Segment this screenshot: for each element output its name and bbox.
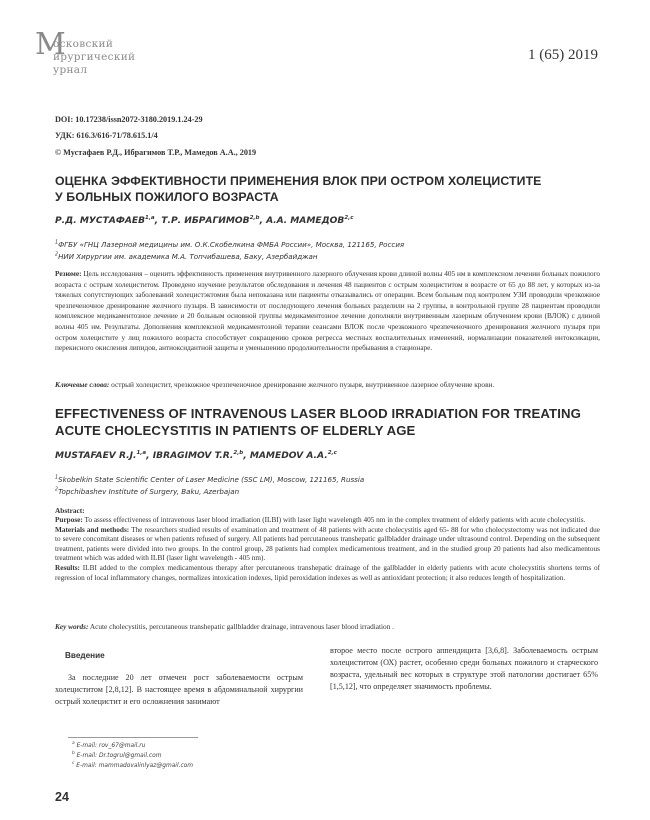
- author-ru-2-sup: 2,b: [249, 215, 260, 221]
- author-en-1: MUSTAFAEV R.J.: [55, 451, 137, 462]
- footnote-email-c: [72, 761, 193, 769]
- author-en-3-sup: 2,c: [327, 450, 337, 456]
- purpose-label: Purpose:: [55, 516, 83, 524]
- footnote-text-a: E-mail: rov_67@mail.ru: [74, 742, 146, 749]
- keywords-en-text: Acute cholecystitis, percutaneous transhepatic gallbladder drainage, intravenous laser blood irradiation .: [88, 622, 395, 631]
- author-en-1-sup: 1,a: [136, 450, 147, 456]
- affiliation-en-2-text: Topchibashev Institute of Surgery, Baku, Azerbajan: [58, 487, 240, 496]
- affiliation-ru-2-text: НИИ Хирургии им. академика М.А. Топчибашева, Баку, Азербайджан: [58, 252, 318, 261]
- intro-paragraph-right: второе место после острого аппендицита [3,6,8]. Заболеваемость острым холециститом (ОХ) растет, особенно среди больных пожилого и старческого возраста, удельный вес которых в структуре этой патологии достигает 65% [1,5,12], что определяет значимость проблемы.: [330, 646, 598, 691]
- title-ru-line-1: ОЦЕНКА ЭФФЕКТИВНОСТИ ПРИМЕНЕНИЯ ВЛОК ПРИ ОСТРОМ ХОЛЕЦИСТИТЕ: [55, 174, 542, 188]
- footnote-mark-b: b: [72, 751, 75, 756]
- footnote-mark-c: c: [72, 761, 75, 766]
- logo-line-1: осковский: [53, 38, 114, 50]
- authors-en: MUSTAFAEV R.J.$^{1,a}$, IBRAGIMOV T.R.$^{2,b}$, MAMEDOV A.A.$^{2,c}$: [55, 450, 337, 462]
- affiliation-en-2: $^2$Topchibashev Institute of Surgery, Baku, Azerbajan: [55, 487, 240, 496]
- methods-label: Materials and methods:: [55, 525, 130, 534]
- purpose-text: To assess effectiveness of intravenous laser blood irradiation (ILBI) with laser light wavelength 405 nm in the complex treatment of elderly patients with acute cholecystitis.: [82, 516, 586, 524]
- logo-monogram: M: [35, 27, 66, 62]
- abstract-en: [55, 516, 600, 583]
- footnote-email-a: [72, 741, 145, 749]
- authors-ru: Р.Д. МУСТАФАЕВ$^{1,a}$, Т.Р. ИБРАГИМОВ$^{2,b}$, А.А. МАМЕДОВ$^{2,c}$: [55, 215, 354, 227]
- title-en-line-1: EFFECTIVENESS OF INTRAVENOUS LASER BLOOD IRRADIATION FOR TREATING: [55, 406, 581, 421]
- author-en-2-sup: 2,b: [233, 450, 244, 456]
- author-en-2: IBRAGIMOV T.R.: [152, 451, 234, 462]
- affiliation-en-1: $^1$Skobelkin State Scientific Center of Laser Medicine (SSC LM), Moscow, 121165, Russia: [55, 475, 365, 484]
- footnote-text-b: E-mail: Dr.togrul@gmail.com: [74, 752, 162, 759]
- abstract-en-methods: [55, 526, 600, 564]
- footnote-text-c: E-mail: mammadovalinlyaz@gmail.com: [74, 762, 194, 769]
- udc: УДК: 616.3/616-71/78.615.1/4: [55, 131, 158, 140]
- author-ru-2: Т.Р. ИБРАГИМОВ: [161, 216, 250, 227]
- footnote-email-b: [72, 751, 161, 759]
- title-ru: [55, 174, 595, 205]
- footnote-divider: [68, 737, 198, 738]
- body-column-left: [55, 645, 303, 708]
- author-ru-3: А.А. МАМЕДОВ: [266, 216, 345, 227]
- copyright: © Мустафаев Р.Д., Ибрагимов Т.Р., Мамедов А.А., 2019: [55, 148, 257, 157]
- title-en: [55, 405, 595, 439]
- affiliation-en-1-text: Skobelkin State Scientific Center of Laser Medicine (SSC LM), Moscow, 121165, Russia: [58, 475, 365, 484]
- logo-line-2: ирургический: [53, 51, 136, 63]
- abstract-ru: [55, 269, 600, 354]
- keywords-ru-label: Ключевые слова:: [55, 380, 110, 389]
- methods-text: The researchers studied results of examination and treatment of 48 patients with acute cholecystitis aged 65- 88 for who cholecystectomy was not indicated due to severe concomitant diseases or when patients refused of surgery. All patients had percutaneous transhepatic gallbladder drainage under ultrasound control. Depending on the subsequent treatment, patients were divided into two groups. In the control group, 28 patients had complex medicamentous treatment, and in the studied group 20 patients had also medicamentous treatment which was added with ILBI (laser light wavelength - 405 nm).: [55, 525, 600, 563]
- page-number: 24: [55, 790, 69, 804]
- intro-paragraph-left: За последние 20 лет отмечен рост заболеваемости острым холециститом [2,8,12]. В настоящее время в абдоминальной хирургии острый холецистит и его осложнения занимают: [55, 673, 303, 706]
- author-ru-1: Р.Д. МУСТАФАЕВ: [55, 216, 146, 227]
- doi: DOI: 10.17238/issn2072-3180.2019.1.24-29: [55, 115, 203, 124]
- results-text: ILBI added to the complex medicamentous therapy after percutaneous transhepatic drainage of the gallbladder in elderly patients with acute cholecystitis shortens terms of regression of local inflammatory changes, normalizes intoxication indexes, lipid peroxidation indexes as well as antioxidant protection; it also reduces length of hospitalization.: [55, 563, 600, 582]
- author-ru-3-sup: 2,c: [344, 215, 354, 221]
- abstract-en-heading: Abstract:: [55, 506, 85, 515]
- intro-heading: Введение: [65, 651, 105, 660]
- title-ru-line-2: У БОЛЬНЫХ ПОЖИЛОГО ВОЗРАСТА: [55, 189, 279, 204]
- keywords-ru-text: острый холецистит, чрезкожное чрезпеченочное дренирование желчного пузыря, внутривенное лазерное облучение крови.: [109, 380, 495, 389]
- keywords-en: [55, 622, 600, 633]
- affiliation-ru-2: $^2$НИИ Хирургии им. академика М.А. Топчибашева, Баку, Азербайджан: [55, 252, 318, 261]
- affiliation-ru-1-text: ФГБУ «ГНЦ Лазерной медицины им. О.К.Скобелкина ФМБА России», Москва, 121165, Россия: [58, 240, 405, 249]
- title-en-line-2: ACUTE CHOLECYSTITIS IN PATIENTS OF ELDERLY AGE: [55, 423, 416, 438]
- abstract-ru-text: Цель исследования – оценить эффективность применения внутривенного лазерного облучения крови длиной волны 405 нм в комплексном лечении больных пожилого возраста с острым холециститом. Проведено изучение результатов обследования и лечения 48 пациентов с острым холециститом в возрасте от 65 до 88 лет, у которых из-за тяжелых сопутствующих заболеваний холецистэктомия была непоказана или пациенты отказывались от операции. Всем больным под контролем УЗИ проводили чрезкожное чрезпеченочное дренирование желчного пузыря. В зависимости от последующего лечения больных разделили на 2 группы, в контрольной группе 28 пациентам проводили комплексное медикаментозное лечение и 20 больным основной группы медикаментозное лечение дополняли внутривенным лазерным облучением крови (ВЛОК) с длиной волны 405 нм. Результаты. Дополнения комплексной медикаментозной терапии сеансами ВЛОК после чрезкожного чрезпеченочного дренирования желчного пузыря при остром холецистите у лиц пожилого возраста способствует сокращению сроков регресса местных воспалительных изменений, нормализации показателей интоксикации, перекисного окисления липидов, антиоксидантной защиты и уменьшению продолжительности пребывания в стационаре.: [55, 270, 600, 353]
- results-label: Results:: [55, 563, 80, 572]
- keywords-ru: [55, 380, 600, 391]
- logo-line-3: урнал: [53, 64, 88, 76]
- author-ru-1-sup: 1,a: [145, 215, 155, 221]
- body-column-right: [330, 645, 598, 693]
- author-en-3: MAMEDOV A.A.: [249, 451, 328, 462]
- abstract-ru-label: Резюме:: [55, 270, 82, 278]
- keywords-en-label: Key words:: [55, 622, 89, 631]
- issue-number: 1 (65) 2019: [528, 47, 598, 63]
- abstract-en-results: [55, 564, 600, 583]
- affiliation-ru-1: $^1$ФГБУ «ГНЦ Лазерной медицины им. О.К.Скобелкина ФМБА России», Москва, 121165, Россия: [55, 240, 405, 249]
- abstract-en-purpose: [55, 516, 600, 526]
- journal-logo: [35, 27, 175, 78]
- footnote-mark-a: a: [72, 741, 75, 746]
